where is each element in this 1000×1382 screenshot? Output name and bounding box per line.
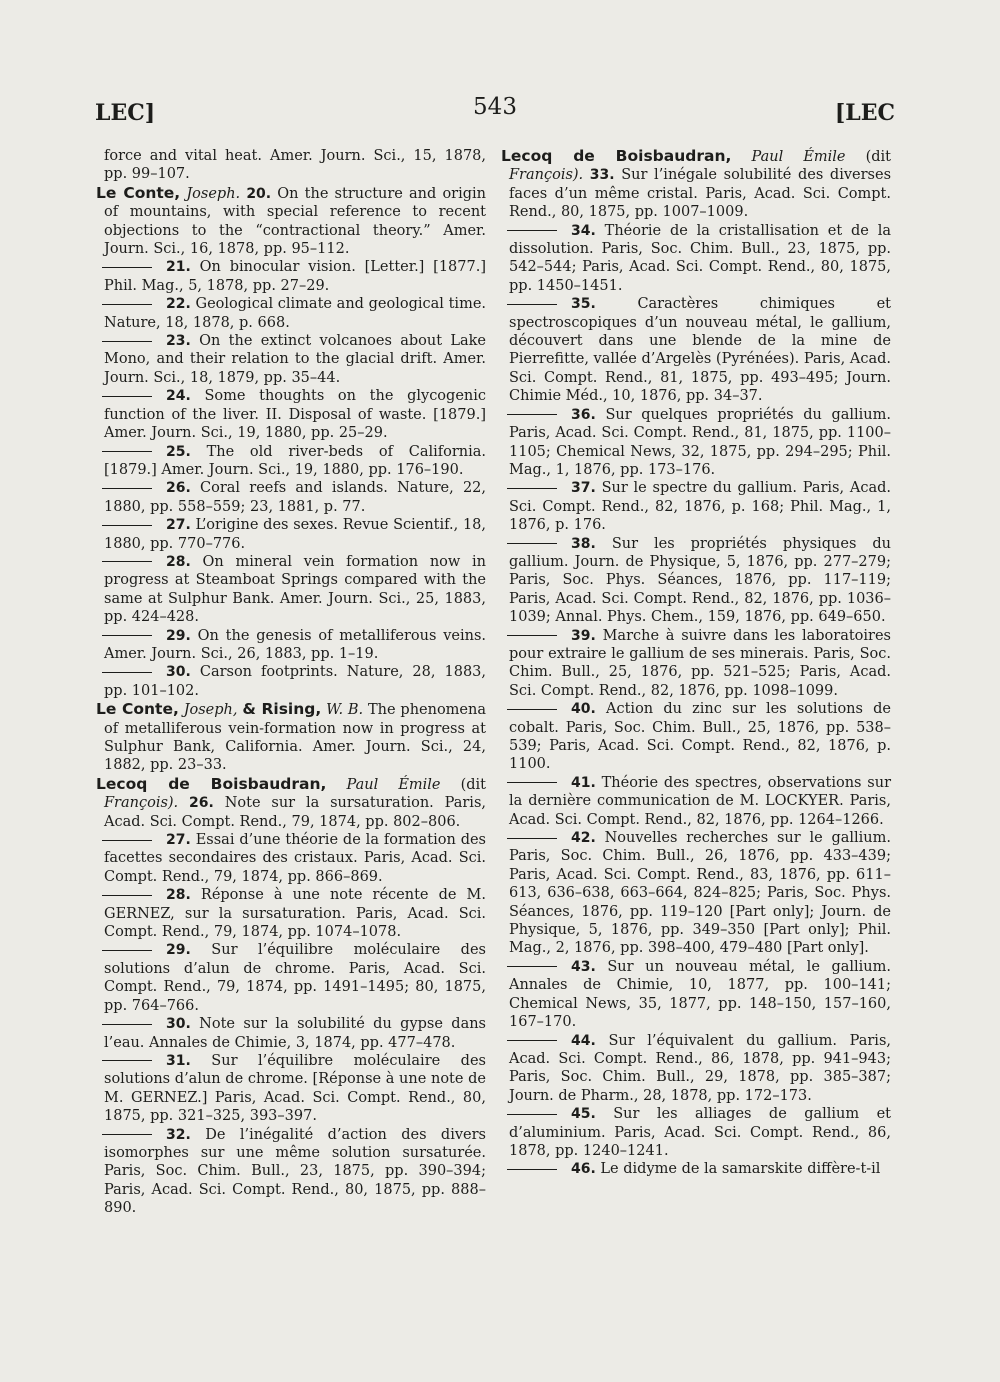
entry-text: force and vital heat. Amer. Journ. Sci., 15, 1878, pp. 99–107. [104,148,486,183]
ditto-dash [102,672,152,673]
ditto-dash [102,488,152,489]
entry-text: Sur le spectre du gallium. Paris, Acad. Sci. Compt. Rend., 82, 1876, p. 168; Phil. Mag., 1, 1876, p. 176. [509,480,891,534]
entry-number: 28. [166,887,191,904]
entry-number: 44. [571,1032,596,1049]
entry-number: 29. [166,942,191,959]
ditto-dash [507,1040,557,1041]
entry-text: Théorie de la cristallisation et de la dissolution. Paris, Soc. Chim. Bull., 23, 1875, pp. 542–544; Paris, Acad. Sci. Compt. Rend., 80, 1875, pp. 1450–1451. [509,222,891,294]
entry-text: Sur l’équilibre moléculaire des solutions d’alun de chrome. Paris, Acad. Sci. Compt. Rend., 79, 1874, pp. 1491–1495; 80, 1875, pp. 764–766. [104,942,486,1014]
bibliography-entry [96,184,486,259]
running-header [95,94,895,132]
bibliography-entry [104,553,486,627]
ditto-dash [102,1060,152,1061]
ditto-dash [507,966,557,967]
bibliography-entry [509,958,891,1032]
entry-text: Carson footprints. Nature, 28, 1883, pp. 101–102. [104,664,487,699]
bibliography-entry [104,1052,486,1126]
entry-number: 28. [166,553,191,570]
entry-number: 22. [166,296,191,313]
entry-text: Essai d’une théorie de la formation des facettes secondaires des cristaux. Paris, Acad. Sci. Compt. Rend., 79, 1874, pp. 866–869. [104,832,487,885]
ditto-dash [102,635,152,636]
entry-number: 45. [571,1106,596,1123]
entry-author: Le Conte, [96,183,181,202]
entry-number: 33. [589,167,615,184]
entry-text: Note sur la solubilité du gypse dans l’eau. Annales de Chimie, 3, 1874, pp. 477–478. [104,1016,486,1051]
entry-text: Marche à suivre dans les laboratoires pour extraire le gallium de ses minerais. Paris, Soc. Chim. Bull., 25, 1876, pp. 521–525; Paris, Acad. Sci. Compt. Rend., 82, 1876, pp. 1098–1099. [509,627,891,699]
entry-number: 26. [166,480,191,497]
ditto-dash [507,1114,557,1115]
bibliography-entry [509,406,891,480]
entry-text: Geological climate and geological time. Nature, 18, 1878, p. 668. [104,296,487,331]
bibliography-entry [509,295,891,405]
entry-text: Caractères chimiques et spectroscopiques d’un nouveau métal, le gallium, découvert dans une blende de la mine de Pierrefitte, vallée d’Argelès (Pyrénées). Paris, Acad. Sci. Compt. Rend., 81, 1875, pp. 493–495; Journ. Chimie Méd., 10, 1876, pp. 34–37. [509,296,891,405]
entry-text: Sur un nouveau métal, le gallium. Annales de Chimie, 10, 1877, pp. 100–141; Chemical News, 35, 1877, pp. 148–150, 157–160, 167–170. [509,958,891,1031]
ditto-dash [102,525,152,526]
entry-text: On the structure and origin of mountains, with special reference to recent objections to the “contractional theory.” Amer. Journ. Sci., 16, 1878, pp. 95–112. [104,185,487,258]
entry-text: De l’inégalité d’action des divers isomorphes sur une même solution sursaturée. Paris, Soc. Chim. Bull., 23, 1875, pp. 390–394; Paris, Acad. Sci. Compt. Rend., 80, 1875, pp. 888–890. [104,1126,486,1217]
entry-text: On mineral vein formation now in progress at Steamboat Springs compared with the same at Sulphur Bank. Amer. Journ. Sci., 25, 1883, pp. 424–428. [104,553,487,626]
entry-author: Lecoq de Boisbaudran, [96,774,327,793]
bibliography-entry [509,535,891,627]
entry-text: The phenomena of metalliferous vein-formation now in progress at Sulphur Bank, California. Amer. Journ. Sci., 24, 1882, pp. 23–33. [104,702,487,774]
ditto-dash [507,488,557,489]
bibliography-entry [104,831,486,886]
entry-text: Nouvelles recherches sur le gallium. Paris, Soc. Chim. Bull., 26, 1876, pp. 433–439; Paris, Acad. Sci. Compt. Rend., 83, 1876, pp. 611–613, 636–638, 663–664, 824–825; Paris, Soc. Phys. Séances, 1876, pp. 119–120 [Part only]; Journ. de Physique, 5, 1876, pp. 349–350 [Part only]; Phil. Mag., 2, 1876, pp. 398–400, 479–480 [Part only]. [509,830,892,957]
entry-number: 27. [166,832,191,849]
entry-alias: François). [509,167,584,184]
ditto-dash [102,561,152,562]
entry-author: Lecoq de Boisbaudran, [501,147,732,165]
bibliography-entry [104,147,486,184]
entry-text: Note sur la sursaturation. Paris, Acad. Sci. Compt. Rend., 79, 1874, pp. 802–806. [104,795,486,830]
bibliography-entry [104,1015,486,1052]
entry-alias-prefix: (dit [460,776,487,793]
ditto-dash [507,709,557,710]
ditto-dash [507,304,557,305]
bibliography-entry [104,941,486,1015]
bibliography-entry [501,147,891,222]
entry-given-name: Paul Émile [346,776,441,793]
bibliography-entry [509,774,891,829]
entry-text: The old river-beds of California. [1879.] Amer. Journ. Sci., 19, 1880, pp. 176–190. [104,443,486,478]
ditto-dash [102,341,152,342]
entry-given-name: Joseph. [186,185,241,202]
ditto-dash [507,838,557,839]
ditto-dash [102,895,152,896]
bibliography-entry [509,222,891,296]
ditto-dash [507,1169,557,1170]
entry-number: 38. [571,535,596,552]
entry-number: 46. [571,1161,596,1178]
entry-number: 35. [571,296,596,313]
ditto-dash [102,396,152,397]
header-right-guide: [LEC [834,100,895,126]
bibliography-entry [104,627,486,664]
entry-alias-prefix: (dit [865,149,892,165]
entry-text: Coral reefs and islands. Nature, 22, 1880, pp. 558–559; 23, 1881, p. 77. [104,480,487,515]
entry-text: Sur l’équilibre moléculaire des solutions d’alun de chrome. [Réponse à une note de M. GERNEZ.] Paris, Acad. Sci. Compt. Rend., 80, 1875, pp. 321–325, 393–397. [104,1052,486,1125]
entry-coauthor: & Rising, [242,700,322,719]
entry-number: 42. [571,830,596,847]
bibliography-entry [104,387,486,442]
bibliography-entry [509,1160,891,1178]
bibliography-entry [509,1105,891,1160]
ditto-dash [507,782,557,783]
entry-number: 27. [166,517,191,534]
bibliography-entry [509,829,891,958]
entry-given-name: Paul Émile [751,149,846,165]
bibliography-entry [104,332,486,387]
entry-text: L’origine des sexes. Revue Scientif., 18, 1880, pp. 770–776. [104,517,487,552]
entry-number: 20. [246,185,272,202]
bibliography-entry [96,775,486,831]
ditto-dash [102,451,152,452]
entry-number: 25. [166,443,191,460]
bibliography-entry [104,443,486,480]
entry-text: Sur l’inégale solubilité des diverses faces d’un même cristal. Paris, Acad. Sci. Compt. Rend., 80, 1875, pp. 1007–1009. [509,167,892,221]
ditto-dash [102,950,152,951]
ditto-dash [507,230,557,231]
entry-text: On the genesis of metalliferous veins. Amer. Journ. Sci., 26, 1883, pp. 1–19. [104,627,487,662]
entry-text: Some thoughts on the glycogenic function of the liver. II. Disposal of waste. [1879.] Amer. Journ. Sci., 19, 1880, pp. 25–29. [104,388,486,442]
ditto-dash [102,267,152,268]
ditto-dash [507,635,557,636]
entry-text: Action du zinc sur les solutions de cobalt. Paris, Soc. Chim. Bull., 25, 1876, pp. 538–539; Paris, Acad. Sci. Compt. Rend., 82, 1876, p. 1100. [509,701,892,773]
entry-number: 30. [166,664,191,681]
entry-number: 36. [571,406,596,423]
entry-number: 29. [166,627,191,644]
entry-number: 26. [189,795,214,812]
entry-number: 41. [571,774,596,791]
entry-number: 31. [166,1052,191,1069]
entry-number: 30. [166,1016,191,1033]
bibliography-entry [104,295,486,332]
entry-number: 43. [571,958,596,975]
left-column [96,147,487,1218]
bibliography-entry [104,479,486,516]
bibliography-entry [104,516,486,553]
entry-text: Sur les alliages de gallium et d’aluminium. Paris, Acad. Sci. Compt. Rend., 86, 1878, pp. 1240–1241. [509,1106,891,1159]
entry-given-name: Joseph, [183,702,238,719]
header-left-guide: LEC] [95,100,156,126]
bibliography-entry [104,258,486,295]
entry-coauthor-given-name: W. B. [326,702,364,719]
entry-number: 40. [571,701,596,718]
page-number: 543 [473,94,517,120]
entry-number: 37. [571,480,596,497]
entry-text: On binocular vision. [Letter.] [1877.] Phil. Mag., 5, 1878, pp. 27–29. [104,259,486,294]
ditto-dash [102,1134,152,1135]
entry-number: 39. [571,627,596,644]
entry-text: On the extinct volcanoes about Lake Mono, and their relation to the glacial drift. Amer. Journ. Sci., 18, 1879, pp. 35–44. [104,333,487,386]
bibliography-entry [104,886,486,941]
bibliography-entry [509,627,891,701]
entry-text: Sur les propriétés physiques du gallium. Journ. de Physique, 5, 1876, pp. 277–279; Paris, Soc. Phys. Séances, 1876, pp. 117–119; Paris, Acad. Sci. Compt. Rend., 82, 1876, pp. 1036–1039; Annal. Phys. Chem., 159, 1876, pp. 649–650. [509,535,892,626]
entry-number: 24. [166,388,191,405]
bibliography-entry [509,1032,891,1106]
entry-number: 23. [166,333,191,350]
bibliography-entry [509,479,891,534]
entry-number: 21. [166,259,191,276]
entry-number: 34. [571,222,596,239]
ditto-dash [102,1024,152,1025]
entry-number: 32. [166,1126,191,1143]
entry-text: Réponse à une note récente de M. GERNEZ, sur la sursaturation. Paris, Acad. Sci. Compt. Rend., 79, 1874, pp. 1074–1078. [104,887,486,941]
ditto-dash [507,543,557,544]
ditto-dash [102,840,152,841]
entry-text: Sur quelques propriétés du gallium. Paris, Acad. Sci. Compt. Rend., 81, 1875, pp. 1100–1105; Chemical News, 32, 1875, pp. 294–295; Phil. Mag., 1, 1876, pp. 173–176. [509,406,891,478]
ditto-dash [507,414,557,415]
entry-text: Le didyme de la samarskite diffère-t-il [600,1161,881,1178]
entry-author: Le Conte, [96,700,179,719]
entry-alias: François). [104,795,179,812]
bibliography-entry [509,700,891,774]
bibliography-entry [104,663,486,700]
right-column [501,147,892,1179]
entry-text: Sur l’équivalent du gallium. Paris, Acad. Sci. Compt. Rend., 86, 1878, pp. 941–943; Paris, Soc. Chim. Bull., 29, 1878, pp. 385–387; Journ. de Pharm., 28, 1878, pp. 172–173. [509,1032,892,1104]
bibliography-entry [104,1126,486,1218]
entry-text: Théorie des spectres, observations sur la dernière communication de M. LOCKYER. Paris, Acad. Sci. Compt. Rend., 82, 1876, pp. 1264–1266. [509,774,892,828]
ditto-dash [102,304,152,305]
bibliography-entry [96,700,486,775]
